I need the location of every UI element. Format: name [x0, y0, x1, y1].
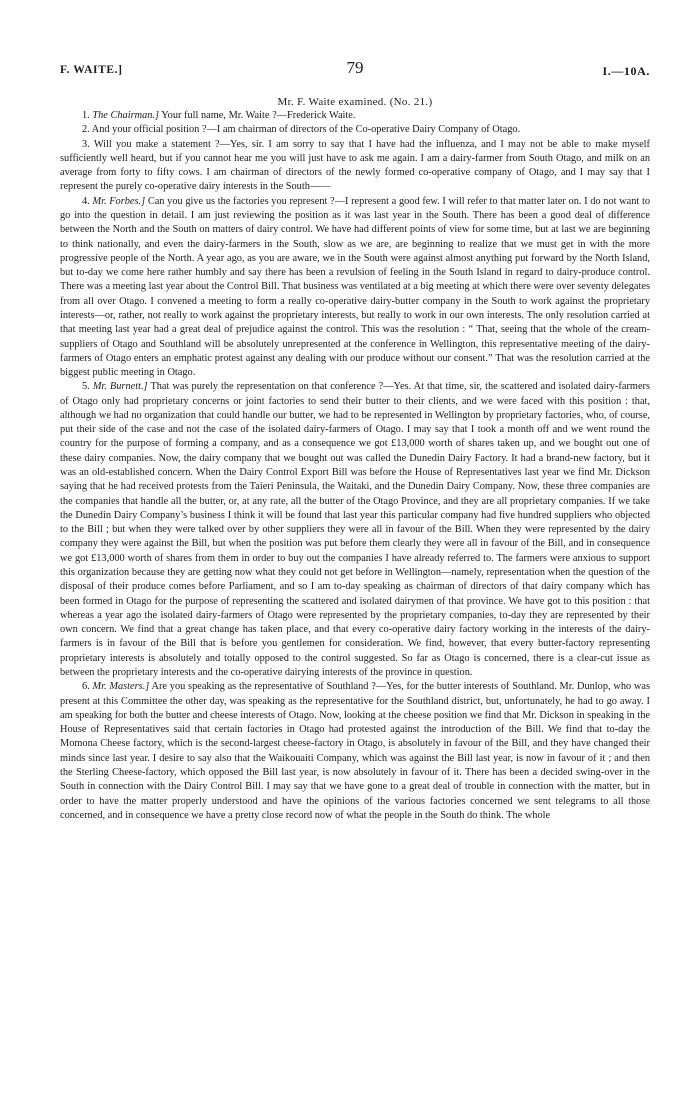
- speaker-label: Mr. Burnett.]: [92, 381, 148, 393]
- examination-heading: Mr. F. Waite examined. (No. 21.): [277, 96, 433, 108]
- paragraph-number: 2.: [82, 124, 90, 136]
- paragraph: [60, 680, 650, 823]
- paragraph: [60, 380, 650, 680]
- paragraph-text: Can you give us the factories you represent ?—I represent a good few. I will refer to that matter later on. I do not want to go into the question in detail. I am just reviewing the position as it was last year in the South. There has been a good deal of difference between the North and the South on matters of dairy control. We have had different points of view for some time, but at last we are beginning to think nationally, and even the dairy-farmers in the South, slow as we are, are beginning to realize that we must get in with the more progressive people of the North. A year ago, as you are aware, we in the South were against almost anything put forward by the North Island, but to-day we come here rather humbly and say there has been a revulsion of feeling in the South Island in regard to dairy-produce control. There was a meeting last year about the Control Bill. That business was ventilated at a big meeting at which there were over seventy delegates from all over Otago. I convened a meeting to form a really co-operative dairy-butter company in the South to work against the proprietary interests—or, rather, not really to work against the proprietary interests, but really to work in our own interests. The only resolution carried at that meeting last year had a great deal of prejudice against the control. This was the resolution : “ That, seeing that the whole of the cream-suppliers of Otago and Southland will be absolutely unrepresented at the conference in Wellington, this representative meeting of the dairy-farmers of Otago enters an emphatic protest against any dealing with our produce without our consent.” That was the resolution carried at the biggest public meeting in Otago.: [60, 195, 650, 379]
- paragraph-number: 6.: [82, 681, 90, 693]
- running-head: [60, 58, 650, 80]
- document-page: [60, 58, 650, 823]
- paragraph-text: Your full name, Mr. Waite ?—Frederick Waite.: [161, 110, 356, 121]
- paragraph-text: And your official position ?—I am chairman of directors of the Co-operative Dairy Company of Otago.: [91, 124, 521, 136]
- paragraph: [60, 123, 650, 137]
- paragraph: [60, 195, 650, 381]
- page-number: 79: [346, 58, 364, 77]
- running-head-left: F. WAITE.]: [60, 64, 123, 76]
- speaker-label: Mr. Masters.]: [92, 681, 150, 693]
- paragraph-number: 5.: [82, 381, 90, 393]
- paragraph: [60, 109, 650, 123]
- paragraph-number: 4.: [82, 195, 90, 207]
- paragraph-text: Are you speaking as the representative of Southland ?—Yes, for the butter interests of Southland. Mr. Dunlop, who was present at this Committee the other day, was speaking as the representative for the Southland district, but, unfortunately, he had to go away. I am speaking for both the butter and cheese interests of Otago. Now, looking at the cheese position we find that Mr. Dickson in speaking in the House of Representatives said that certain factories in Otago had protested against the introduction of the Bill. We find that to-day the Momona Cheese factory, which is the second-largest cheese-factory in Otago, is absolutely in favour of the Bill, and they have changed their minds since last year. I desire to say also that the Waikouaiti Company, which was against the Bill last year, is now in favour of it ; and then the Sterling Cheese-factory, which opposed the Bill last year, is now absolutely in favour of it. There has been a decided swing-over in the South in connection with the Dairy Control Bill. I may say that we have gone to a great deal of trouble in connection with the matter, but in order to have the matter properly understood and have the opinions of the various factories concerned we sent telegrams to all those concerned, and in consequence we have a pretty close record now of what the people in the South do think. The whole: [60, 681, 651, 821]
- paragraph-text: That was purely the representation on that conference ?—Yes. At that time, sir, the scattered and isolated dairy-farmers of Otago only had proprietary concerns or joint factories to send their butter to their clients, and we were faced with this position : that, although we had no organization that could handle our butter, we had to be represented in Wellington by proprietary factories, who, of course, put their side of the case and not the case of the isolated dairy-farmers of Otago. I may say that I took a month off and we went round the country for the purpose of forming a company, and as a consequence we got £13,000 worth of shares taken up, and we bought out one of these dairy companies. Now, the dairy company that we bought out was called the Dunedin Dairy Factory. It had a brand-new factory, but it was an old-established concern. When the Dairy Control Export Bill was before the House of Representatives last year we find Mr. Dickson saying that he had received protests from the Taieri Peninsula, the Waitaki, and the Dunedin Dairy Company. Now, these three companies are the companies that handle all the butter, or, at any rate, all the butter of the Otago Province, and they are all proprietary companies. If we take the Dunedin Dairy Company’s business I think it will be found that last year this particular company had five hundred suppliers who objected to the Bill ; but when they were talked over by other suppliers they were all in favour of the Bill. When they were represented by the dairy company they were against the Bill, but when the position was put before them clearly they were all in favour of the Bill, and in consequence we got £13,000 worth of shares from them in order to buy out the companies I have already referred to. The farmers were anxious to support this organization because they are getting now what they could not get before in Wellington—namely, representation when the question of the disposal of their produce comes before Parliament, and so I am to-day speaking as chairman of directors of that dairy company which has been formed in Otago for the purpose of representing the scattered and isolated dairymen of that province. We have got to this position : that whereas a year ago the isolated dairy-farmers of Otago were represented by the proprietary companies, to-day they are represented by their own concern. We find that a great change has taken place, and that every co-operative dairy factory working in the interests of the dairy-farmers is in favour of the Bill that is before you gentlemen for consideration. We find, however, that every butter-factory representing proprietary interests is absolutely and totally opposed to the control suggested. So far as Otago is concerned, there is a clear-cut issue as between the proprietary interests and the co-operative dairying interests of the province in question.: [60, 381, 651, 678]
- speaker-label: Mr. Forbes.]: [92, 195, 146, 207]
- body-text: [60, 109, 650, 823]
- paragraph: [60, 138, 650, 195]
- paragraph-number: 1.: [82, 110, 90, 121]
- document-reference: I.—10A.: [602, 64, 650, 78]
- speaker-label: The Chairman.]: [92, 110, 160, 121]
- paragraph-number: 3.: [82, 138, 90, 150]
- paragraph-text: Will you make a statement ?—Yes, sir. I am sorry to say that I have had the influenza, and I may not be able to make myself sufficiently well heard, but if you cannot hear me you will just have to ask me again. I am a dairy-farmer from South Otago, and milk on an average from forty to fifty cows. I am chairman of directors of the newly formed co-operative company of Otago, and I may say that I represent the purely co-operative dairy interests in the South——: [60, 138, 650, 193]
